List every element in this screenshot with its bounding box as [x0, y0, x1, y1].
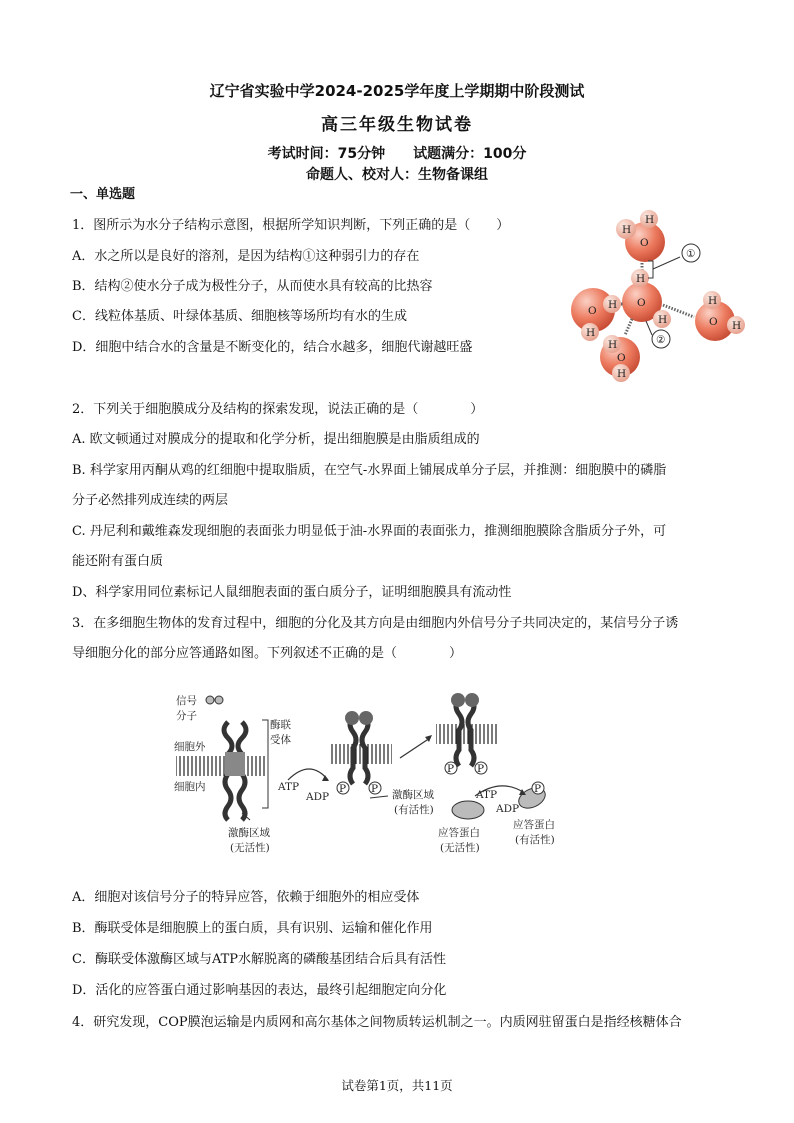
- paper-title: 高三年级生物试卷: [321, 115, 473, 135]
- receptor: [468, 698, 474, 766]
- svg-text:ADP: ADP: [306, 791, 330, 803]
- q1-stem: 1．图所示为水分子结构示意图，根据所学知识判断，下列正确的是（ ）: [72, 218, 510, 233]
- receptor: [362, 716, 368, 784]
- signal-molecule: [215, 696, 223, 704]
- q2-option-a: A. 欧文顿通过对膜成分的提取和化学分析，提出细胞膜是由脂质组成的: [72, 432, 480, 447]
- q1-option-b: B．结构②使水分子成为极性分子，从而使水具有较高的比热容: [72, 279, 433, 294]
- q2-option-b-line1: B. 科学家用丙酮从鸡的红细胞中提取脂质，在空气-水界面上铺展成单分子层，并推测：细胞膜中的磷脂: [72, 463, 667, 478]
- receptor: [456, 698, 462, 766]
- svg-text:P: P: [534, 783, 542, 795]
- svg-text:ADP: ADP: [496, 803, 520, 815]
- label-1: ①: [686, 248, 696, 260]
- q4-stem-line1: 4．研究发现，COP膜泡运输是内质网和高尔基体之间物质转运机制之一。内质网驻留蛋白是指经核糖体合: [72, 1015, 682, 1030]
- receptor-label: 酶联: [270, 719, 291, 731]
- q3-option-a: A．细胞对该信号分子的特异应答，依赖于细胞外的相应受体: [72, 890, 420, 905]
- svg-text:受体: 受体: [270, 734, 291, 746]
- kinase-active-label: 激酶区域: [392, 789, 434, 801]
- svg-text:H: H: [645, 214, 655, 226]
- inside-label: 细胞内: [174, 781, 206, 793]
- water-molecule-figure: [560, 205, 750, 390]
- receptor-pathway-figure: [170, 688, 590, 860]
- svg-text:H: H: [608, 339, 618, 351]
- svg-text:P: P: [371, 783, 379, 795]
- response-protein-inactive: [452, 801, 484, 819]
- svg-text:(无活性): (无活性): [440, 842, 480, 854]
- page-footer: 试卷第1页，共11页: [341, 1078, 453, 1093]
- q3-option-d: D．活化的应答蛋白通过影响基因的表达，最终引起细胞定向分化: [72, 983, 447, 998]
- receptor: [350, 716, 356, 784]
- svg-text:P: P: [447, 763, 455, 775]
- cell-membrane: [330, 744, 392, 764]
- svg-text:H: H: [608, 299, 618, 311]
- authors: 命题人、校对人：生物备课组: [306, 167, 488, 183]
- q1-option-d: D．细胞中结合水的含量是不断变化的，结合水越多，细胞代谢越旺盛: [72, 340, 473, 355]
- q2-option-b-line2: 分子必然排列成连续的两层: [72, 493, 229, 508]
- svg-text:H: H: [617, 368, 627, 380]
- q3-option-c: C．酶联受体激酶区域与ATP水解脱离的磷酸基团结合后具有活性: [72, 952, 447, 967]
- q2-stem: 2．下列关于细胞膜成分及结构的探索发现，说法正确的是（ ）: [72, 402, 484, 417]
- response-inactive-label: 应答蛋白: [438, 827, 480, 839]
- svg-text:O: O: [617, 352, 626, 364]
- section-heading: 一、单选题: [70, 187, 136, 202]
- svg-text:H: H: [732, 320, 742, 332]
- svg-text:O: O: [709, 316, 718, 328]
- svg-text:(有活性): (有活性): [394, 804, 434, 816]
- svg-text:H: H: [708, 295, 718, 307]
- svg-text:分子: 分子: [176, 710, 197, 722]
- q2-option-c-line1: C. 丹尼利和戴维森发现细胞的表面张力明显低于油-水界面的表面张力，推测细胞膜除含脂质分子外，可: [72, 524, 667, 539]
- signal-molecule: [206, 696, 214, 704]
- svg-text:H: H: [622, 224, 632, 236]
- svg-text:ATP: ATP: [476, 789, 498, 801]
- q3-option-b: B．酶联受体是细胞膜上的蛋白质，具有识别、运输和催化作用: [72, 921, 433, 936]
- q3-stem-line1: 3．在多细胞生物体的发育过程中，细胞的分化及其方向是由细胞内外信号分子共同决定的，某信号分子诱: [72, 616, 679, 631]
- svg-text:ATP: ATP: [278, 781, 300, 793]
- cell-membrane: [176, 756, 266, 776]
- kinase-inactive-label: 激酶区域: [228, 827, 270, 839]
- svg-text:O: O: [588, 305, 597, 317]
- q1-option-c: C．线粒体基质、叶绿体基质、细胞核等场所均有水的生成: [72, 309, 407, 324]
- label-2: ②: [656, 334, 666, 346]
- q2-option-c-line2: 能还附有蛋白质: [72, 554, 164, 569]
- svg-text:(无活性): (无活性): [230, 842, 270, 854]
- outside-label: 细胞外: [174, 741, 206, 753]
- svg-text:H: H: [658, 314, 668, 326]
- svg-text:P: P: [339, 783, 347, 795]
- svg-text:(有活性): (有活性): [515, 834, 555, 846]
- exam-info: 考试时间：75分钟 试题满分：100分: [267, 146, 527, 162]
- svg-text:O: O: [637, 297, 646, 309]
- svg-text:P: P: [477, 763, 485, 775]
- svg-text:H: H: [586, 327, 596, 339]
- q1-option-a: A．水之所以是良好的溶剂，是因为结构①这种弱引力的存在: [72, 249, 420, 264]
- response-active-label: 应答蛋白: [513, 819, 555, 831]
- q3-stem-line2: 导细胞分化的部分应答通路如图。下列叙述不正确的是（ ）: [72, 646, 463, 661]
- school-title: 辽宁省实验中学2024-2025学年度上学期期中阶段测试: [209, 82, 585, 100]
- signal-label: 信号: [176, 695, 197, 707]
- q2-option-d: D、科学家用同位素标记人鼠细胞表面的蛋白质分子，证明细胞膜具有流动性: [72, 585, 512, 600]
- svg-text:H: H: [636, 273, 646, 285]
- svg-text:O: O: [640, 237, 649, 249]
